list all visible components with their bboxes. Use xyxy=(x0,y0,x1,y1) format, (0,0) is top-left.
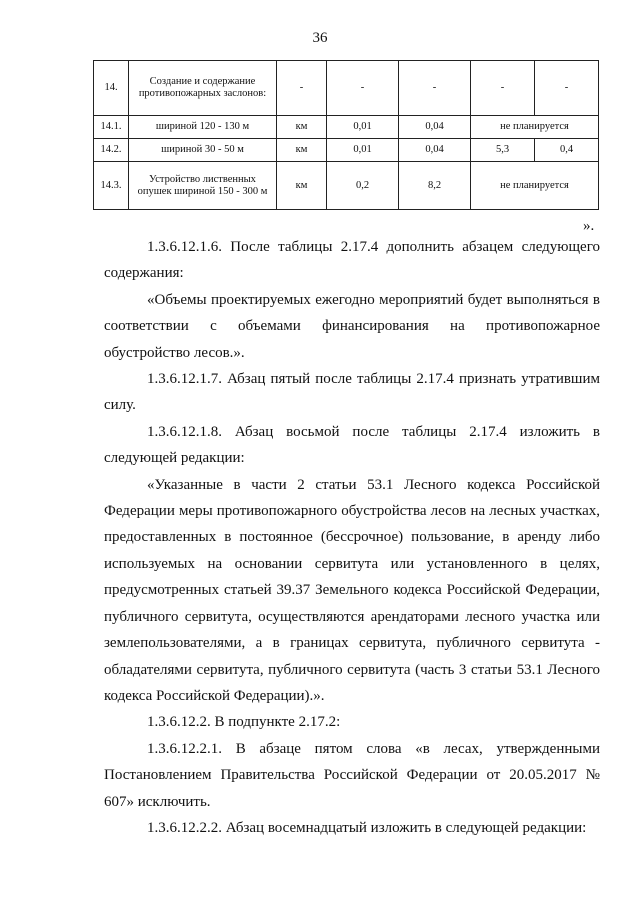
value-cell: 5,3 xyxy=(471,139,535,162)
paragraph: 1.3.6.12.1.7. Абзац пятый после таблицы 2.17.4 признать утратившим силу. xyxy=(104,371,600,414)
table-row xyxy=(94,61,599,116)
table-row xyxy=(94,139,599,162)
paragraph: «Указанные в части 2 статьи 53.1 Лесного кодекса Российской Федерации меры противопожарного обустройства лесов на лесных участках, предоставленных в постоянное (бессрочное) пользование, в аренду либо используемых на основании сервитута или установленного в целях, предусмотренных статьей 39.37 Земельного кодекса Российской Федерации, публичного сервитута, осуществляются арендаторами лесного участка или землепользователями, а в границах сервитута, публичного сервитута - обладателями сервитута, публичного сервитута (часть 3 статьи 53.1 Лесного кодекса Российской Федерации).». xyxy=(104,476,600,704)
measure-name-cell: шириной 30 - 50 м xyxy=(129,139,277,162)
unit-cell: - xyxy=(277,61,327,116)
value-cell: - xyxy=(399,61,471,116)
paragraph: 1.3.6.12.1.8. Абзац восьмой после таблицы 2.17.4 изложить в следующей редакции: xyxy=(104,423,600,467)
measure-name-cell: Устройство лиственных опушек шириной 150 - 300 м xyxy=(129,162,277,210)
value-cell: 8,2 xyxy=(399,162,471,210)
value-cell: 0,04 xyxy=(399,116,471,139)
value-cell: 0,4 xyxy=(535,139,599,162)
value-cell: - xyxy=(471,61,535,116)
row-number-cell: 14.3. xyxy=(94,162,129,210)
document-body xyxy=(104,234,600,841)
paragraph: 1.3.6.12.2.1. В абзаце пятом слова «в лесах, утвержденными Постановлением Правительства Российской Федерации от 20.05.2017 № 607» исключить. xyxy=(104,740,600,810)
table-quote-close: ». xyxy=(583,218,595,234)
row-number-cell: 14.2. xyxy=(94,139,129,162)
value-cell: 0,04 xyxy=(399,139,471,162)
paragraph: 1.3.6.12.2. В подпункте 2.17.2: xyxy=(147,714,341,731)
row-number-cell: 14. xyxy=(94,61,129,116)
value-cell: 0,01 xyxy=(327,139,399,162)
value-cell: - xyxy=(327,61,399,116)
page-number: 36 xyxy=(312,30,328,46)
table-row xyxy=(94,162,599,210)
value-cell: 0,2 xyxy=(327,162,399,210)
unit-cell: км xyxy=(277,139,327,162)
value-cell: - xyxy=(535,61,599,116)
paragraph: 1.3.6.12.1.6. После таблицы 2.17.4 дополнить абзацем следующего содержания: xyxy=(104,239,600,282)
table-row xyxy=(94,116,599,139)
paragraph: «Объемы проектируемых ежегодно мероприятий будет выполняться в соответствии с объемами финансирования на противопожарное обустройство лесов.». xyxy=(104,291,600,361)
value-cell: 0,01 xyxy=(327,116,399,139)
merged-value-cell: не планируется xyxy=(471,162,599,210)
measure-name-cell: шириной 120 - 130 м xyxy=(129,116,277,139)
paragraph: 1.3.6.12.2.2. Абзац восемнадцатый изложить в следующей редакции: xyxy=(147,819,587,836)
unit-cell: км xyxy=(277,162,327,210)
row-number-cell: 14.1. xyxy=(94,116,129,139)
measures-table xyxy=(93,60,599,210)
unit-cell: км xyxy=(277,116,327,139)
measure-name-cell: Создание и содержание противопожарных заслонов: xyxy=(129,61,277,116)
merged-value-cell: не планируется xyxy=(471,116,599,139)
